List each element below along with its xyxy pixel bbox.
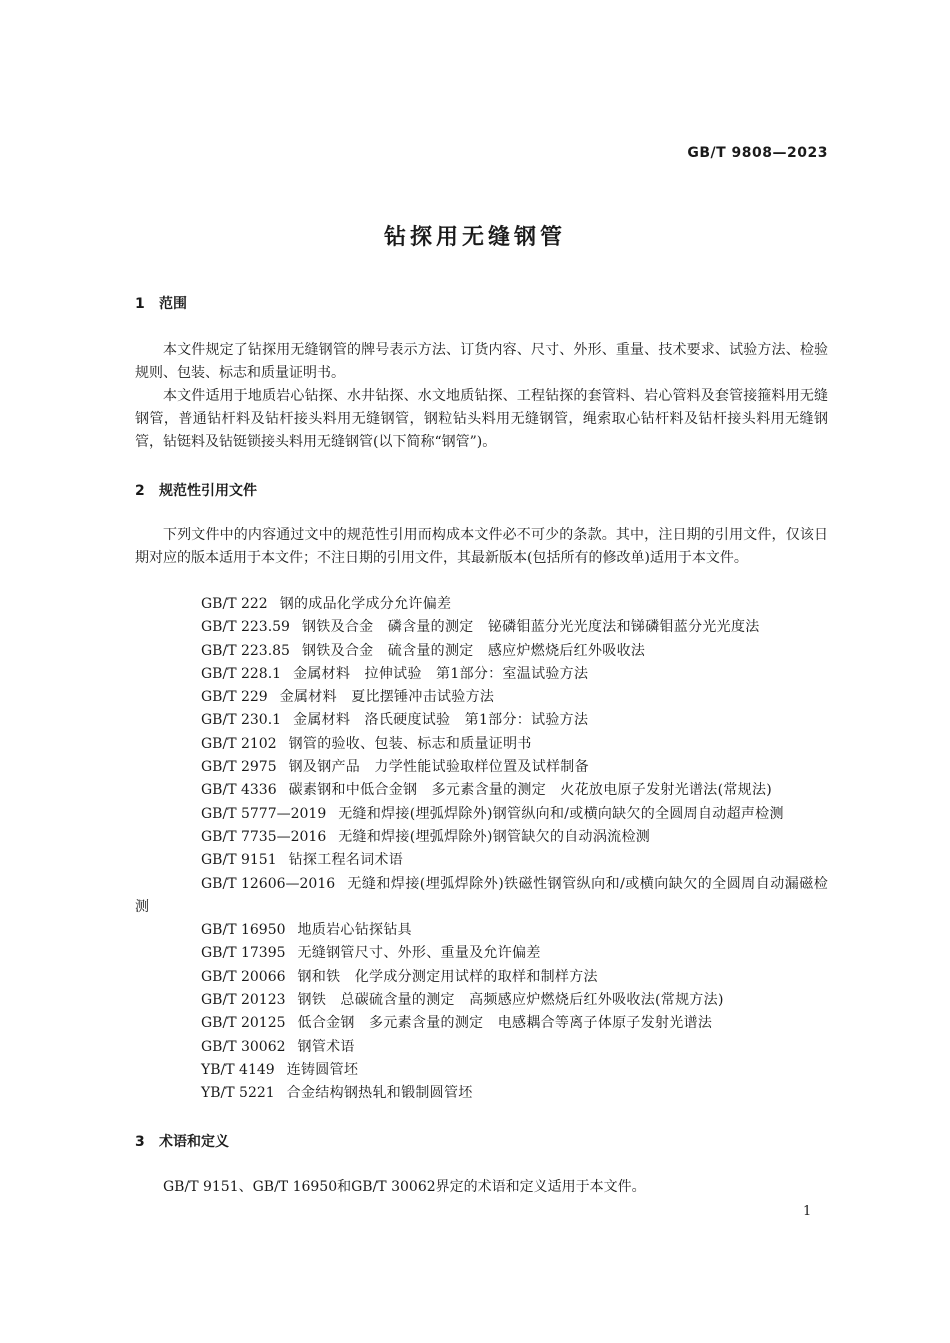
- reference-code: GB/T 5777—2019: [201, 805, 327, 822]
- section-3-paragraph-1: GB/T 9151、GB/T 16950和GB/T 30062界定的术语和定义适用于本文件。: [163, 1179, 646, 1195]
- reference-code: GB/T 7735—2016: [201, 828, 327, 845]
- reference-item: [135, 826, 828, 849]
- reference-item: [135, 942, 828, 965]
- reference-code: GB/T 20125: [201, 1015, 286, 1032]
- reference-title: 无缝和焊接(埋弧焊除外)钢管缺欠的自动涡流检测: [338, 828, 651, 845]
- reference-title: 地质岩心钻探钻具: [297, 922, 412, 939]
- reference-title: 钢铁 总碳硫含量的测定 高频感应炉燃烧后红外吸收法(常规方法): [297, 992, 724, 1009]
- section-1-paragraph-2: 本文件适用于地质岩心钻探、水井钻探、水文地质钻探、工程钻探的套管料、岩心管料及套管接箍料用无缝钢管，普通钻杆料及钻杆接头料用无缝钢管，钢粒钻头料用无缝钢管，绳索取心钻杆料及钻杆接头料用无缝钢管，钻铤料及钻铤锁接头料用无缝钢管(以下简称“钢管”)。: [135, 388, 828, 450]
- reference-title: 低合金钢 多元素含量的测定 电感耦合等离子体原子发射光谱法: [297, 1015, 713, 1032]
- reference-code: GB/T 228.1: [201, 665, 282, 682]
- reference-title: 钢及钢产品 力学性能试验取样位置及试样制备: [288, 759, 589, 776]
- reference-item: [135, 686, 828, 709]
- section-1-heading: [135, 293, 187, 313]
- reference-title: 无缝和焊接(埋弧焊除外)铁磁性钢管纵向和/或横向缺欠的全圆周自动漏磁检测: [135, 875, 828, 915]
- section-title: 术语和定义: [159, 1134, 229, 1150]
- reference-code: GB/T 2975: [201, 759, 277, 776]
- reference-title: 钢管术语: [297, 1038, 355, 1055]
- section-title: 规范性引用文件: [159, 483, 257, 499]
- section-3-heading: [135, 1131, 229, 1151]
- reference-code: GB/T 30062: [201, 1038, 286, 1055]
- reference-item: [135, 849, 828, 872]
- reference-code: YB/T 4149: [201, 1061, 275, 1078]
- reference-title: 合金结构钢热轧和锻制圆管坯: [286, 1085, 473, 1102]
- standard-number: GB/T 9808—2023: [687, 145, 828, 161]
- section-1-paragraph-1: 本文件规定了钻探用无缝钢管的牌号表示方法、订货内容、尺寸、外形、重量、技术要求、试验方法、检验规则、包装、标志和质量证明书。: [135, 342, 828, 381]
- reference-code: GB/T 20123: [201, 992, 286, 1009]
- reference-title: 无缝和焊接(埋弧焊除外)钢管纵向和/或横向缺欠的全圆周自动超声检测: [338, 805, 784, 822]
- reference-item: [135, 873, 828, 920]
- reference-item: [135, 709, 828, 732]
- reference-code: GB/T 9151: [201, 852, 277, 869]
- reference-title: 钢管的验收、包装、标志和质量证明书: [288, 735, 532, 752]
- reference-title: 钢铁及合金 硫含量的测定 感应炉燃烧后红外吸收法: [301, 642, 646, 659]
- reference-code: GB/T 222: [201, 596, 268, 612]
- reference-title: 金属材料 夏比摆锤冲击试验方法: [279, 689, 495, 706]
- reference-item: [135, 1082, 828, 1105]
- section-number: 3: [135, 1134, 145, 1150]
- section-number: 2: [135, 483, 145, 499]
- reference-title: 钻探工程名词术语: [288, 852, 404, 869]
- reference-title: 碳素钢和中低合金钢 多元素含量的测定 火花放电原子发射光谱法(常规法): [288, 782, 773, 799]
- reference-item: [135, 803, 828, 826]
- reference-item: [135, 919, 828, 942]
- reference-code: GB/T 20066: [201, 968, 286, 985]
- reference-code: YB/T 5221: [201, 1085, 275, 1102]
- reference-item: [135, 640, 828, 663]
- reference-title: 金属材料 拉伸试验 第1部分：室温试验方法: [293, 665, 589, 682]
- reference-item: [135, 1012, 828, 1035]
- section-number: 1: [135, 296, 145, 312]
- document-title: 钻探用无缝钢管: [383, 225, 566, 250]
- reference-code: GB/T 16950: [201, 922, 286, 939]
- reference-item: [135, 1059, 828, 1082]
- reference-item: [135, 733, 828, 756]
- reference-item: [135, 1036, 828, 1059]
- reference-code: GB/T 229: [201, 689, 268, 706]
- reference-item: [135, 663, 828, 686]
- reference-title: 钢的成品化学成分允许偏差: [279, 596, 452, 612]
- reference-title: 金属材料 洛氏硬度试验 第1部分：试验方法: [293, 712, 589, 729]
- reference-item: [135, 616, 828, 639]
- reference-title: 钢铁及合金 磷含量的测定 铋磷钼蓝分光光度法和锑磷钼蓝分光光度法: [301, 619, 760, 636]
- reference-code: GB/T 17395: [201, 945, 286, 962]
- reference-code: GB/T 223.59: [201, 619, 290, 636]
- reference-title: 钢和铁 化学成分测定用试样的取样和制样方法: [297, 968, 598, 985]
- section-title: 范围: [159, 296, 187, 312]
- reference-code: GB/T 230.1: [201, 712, 282, 729]
- page-number: 1: [803, 1204, 812, 1219]
- normative-reference-list: [135, 593, 828, 1106]
- reference-title: 连铸圆管坯: [286, 1061, 359, 1078]
- reference-code: GB/T 2102: [201, 735, 277, 752]
- reference-item: [135, 779, 828, 802]
- section-2-paragraph-1: 下列文件中的内容通过文中的规范性引用而构成本文件必不可少的条款。其中，注日期的引用文件，仅该日期对应的版本适用于本文件；不注日期的引用文件，其最新版本(包括所有的修改单)适用于本文件。: [135, 527, 828, 566]
- reference-item: [135, 966, 828, 989]
- reference-item: [135, 989, 828, 1012]
- reference-title: 无缝钢管尺寸、外形、重量及允许偏差: [297, 945, 541, 962]
- section-2-heading: [135, 480, 257, 500]
- reference-item: [135, 593, 828, 616]
- reference-code: GB/T 223.85: [201, 642, 290, 659]
- reference-code: GB/T 4336: [201, 782, 277, 799]
- reference-item: [135, 756, 828, 779]
- reference-code: GB/T 12606—2016: [201, 875, 336, 892]
